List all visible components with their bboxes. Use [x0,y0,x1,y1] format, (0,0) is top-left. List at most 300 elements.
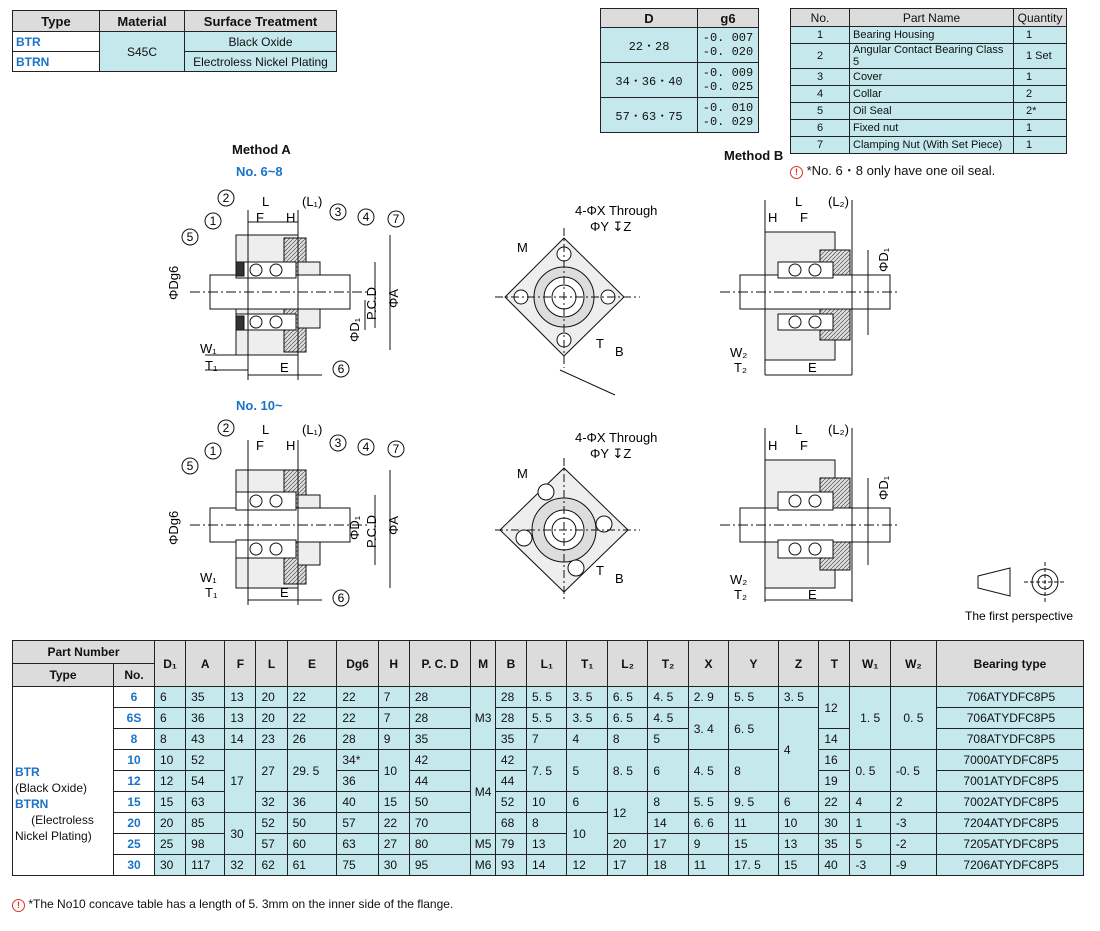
dim-l: L [262,194,270,209]
col-dg6: Dg6 [337,641,378,687]
col-y: Y [729,641,779,687]
cell-l: 52 [256,813,287,834]
cell-d1: 8 [155,729,186,750]
dim-t1: T₁ [205,358,218,373]
cell-b: 28 [495,687,526,708]
cell-h: 10 [378,750,409,792]
cell-e: 61 [287,855,337,876]
cell-l2: 12 [607,792,647,834]
cell-h: 27 [378,834,409,855]
cell-w1: 1 [850,813,890,834]
cell-bearing: 7000ATYDFC8P5 [937,750,1084,771]
dim-h: H [286,438,296,453]
cell-t: 22 [819,792,850,813]
cell-l1: 7. 5 [527,750,567,792]
cell-dg6: 28 [337,729,378,750]
cell-l2: 17 [607,855,647,876]
col-h: H [378,641,409,687]
row-no: 6 [114,687,155,708]
col-pcd: P. C. D [409,641,470,687]
cell-pcd: 70 [409,813,470,834]
cell-f: 13 [225,708,256,729]
cell-t2: 4. 5 [648,708,688,729]
svg-text:7: 7 [392,212,400,226]
cell-d1: 12 [155,771,186,792]
row-no: 25 [114,834,155,855]
cell-l1: 7 [527,729,567,750]
dim-l: L [795,194,803,209]
cell-bearing: 7204ATYDFC8P5 [937,813,1084,834]
cell-h: 15 [378,792,409,813]
svg-text:1: 1 [209,444,217,458]
cell-l1: 5. 5 [527,687,567,708]
cell-dg6: 40 [337,792,378,813]
svg-text:3: 3 [334,205,342,219]
parts-cell-no: 5 [791,103,850,120]
row-no: 6S [114,708,155,729]
cell-l1: 13 [527,834,567,855]
cell-a: 117 [186,855,225,876]
cell-t2: 4. 5 [648,687,688,708]
cell-w1: 4 [850,792,890,813]
dim-t: T [596,563,604,578]
row-no: 12 [114,771,155,792]
cell-e: 60 [287,834,337,855]
cell-b: 35 [495,729,526,750]
cell-t2: 5 [648,729,688,750]
cell-x: 2. 9 [688,687,728,708]
type-btrn: BTRN [13,52,100,72]
cell-b: 44 [495,771,526,792]
g6-d-row-2: 34・36・40 [601,63,698,98]
cell-t1: 10 [567,813,607,855]
cell-l2: 20 [607,834,647,855]
cell-bearing: 7002ATYDFC8P5 [937,792,1084,813]
cell-f: 32 [225,855,256,876]
col-a: A [186,641,225,687]
svg-text:2: 2 [222,421,230,435]
cell-l: 27 [256,750,287,792]
cell-w2: 2 [890,792,936,813]
cell-f: 30 [225,813,256,855]
cell-b: 93 [495,855,526,876]
cell-w2: -0. 5 [890,750,936,792]
col-m: M [471,641,496,687]
row-no: 20 [114,813,155,834]
g6-d-row-3: 57・63・75 [601,98,698,133]
cell-l2: 6. 5 [607,708,647,729]
cell-t2: 18 [648,855,688,876]
cell-d1: 20 [155,813,186,834]
cell-m: M3 [471,687,496,750]
header-g6: g6 [698,9,759,28]
cell-w1: 5 [850,834,890,855]
cell-x: 6. 6 [688,813,728,834]
cell-f: 13 [225,687,256,708]
svg-text:4: 4 [362,440,370,454]
cell-l1: 10 [527,792,567,813]
cell-b: 52 [495,792,526,813]
row-no: 10 [114,750,155,771]
table-footnote [12,897,453,912]
dim-m: M [517,240,528,255]
dim-a: ΦA [386,515,401,535]
col-bearing-type: Bearing type [937,641,1084,687]
svg-text:6: 6 [337,362,345,376]
svg-text:1: 1 [209,214,217,228]
dim-l2: (L₂) [828,422,849,437]
col-b: B [495,641,526,687]
row-no: 8 [114,729,155,750]
cell-w2: -2 [890,834,936,855]
treatment-black-oxide: Black Oxide [185,32,337,52]
cell-a: 36 [186,708,225,729]
cell-z: 6 [778,792,818,813]
dim-f: F [256,438,264,453]
parts-cell-name: Fixed nut [850,120,1014,137]
cell-l2: 8 [607,729,647,750]
cell-l2: 6. 5 [607,687,647,708]
col-l2: L₂ [607,641,647,687]
dim-f: F [256,210,264,225]
parts-cell-no: 7 [791,137,850,154]
dimension-table-body [13,687,1084,876]
treatment-nickel: Electroless Nickel Plating [185,52,337,72]
cell-a: 63 [186,792,225,813]
dim-t: T [596,336,604,351]
g6-upper: -0. 007 [702,31,754,45]
range-label-6-8: No. 6~8 [236,164,283,179]
cell-t: 19 [819,771,850,792]
header-material: Material [100,11,185,32]
range-label-10: No. 10~ [236,398,283,413]
cell-x: 9 [688,834,728,855]
g6-lower: -0. 029 [702,115,754,129]
cell-w2: 0. 5 [890,687,936,750]
cell-t2: 14 [648,813,688,834]
parts-cell-no: 2 [791,44,850,69]
through-label: 4-ΦX Through [575,430,658,445]
warning-icon: ! [12,899,25,912]
cell-d1: 6 [155,687,186,708]
cell-y: 17. 5 [729,855,779,876]
dim-w1: W₁ [200,570,217,585]
cell-bearing: 7206ATYDFC8P5 [937,855,1084,876]
cell-a: 52 [186,750,225,771]
counterbore-label: ΦY ↧Z [590,446,632,461]
col-w2: W₂ [890,641,936,687]
cell-pcd: 50 [409,792,470,813]
type-btrn: BTRN [15,797,49,811]
g6-lower: -0. 025 [702,80,754,94]
col-z: Z [778,641,818,687]
cell-dg6: 22 [337,687,378,708]
dim-h: H [286,210,296,225]
cell-h: 7 [378,708,409,729]
cell-pcd: 35 [409,729,470,750]
cell-l: 32 [256,792,287,813]
parts-cell-name: Angular Contact Bearing Class 5 [850,44,1014,69]
parts-cell-no: 4 [791,86,850,103]
dim-d1: ΦD₁ [876,247,891,272]
dim-pcd: P.C.D [364,287,379,320]
col-d1: D₁ [155,641,186,687]
dim-l2: (L₂) [828,194,849,209]
cell-e: 50 [287,813,337,834]
cell-l: 20 [256,708,287,729]
row-no: 15 [114,792,155,813]
dim-w1: W₁ [200,341,217,356]
perspective-label: The first perspective [965,609,1074,623]
cell-a: 43 [186,729,225,750]
cell-t1: 4 [567,729,607,750]
footnote-text: *The No10 concave table has a length of 5. 3mm on the inner side of the flange. [28,897,454,911]
cell-x: 11 [688,855,728,876]
cell-h: 9 [378,729,409,750]
warning-icon: ! [790,166,803,179]
dim-dg6: ΦDg6 [166,265,181,300]
parts-cell-name: Collar [850,86,1014,103]
cell-x: 5. 5 [688,792,728,813]
cell-pcd: 42 [409,750,470,771]
col-e: E [287,641,337,687]
cell-z: 3. 5 [778,687,818,708]
parts-note-text: *No. 6・8 only have one oil seal. [806,163,996,178]
cell-l: 23 [256,729,287,750]
svg-text:4: 4 [362,210,370,224]
type-btr: BTR [15,765,40,779]
col-t2: T₂ [648,641,688,687]
parts-cell-no: 1 [791,27,850,44]
cell-m: M4 [471,750,496,834]
cell-w2: -3 [890,813,936,834]
cell-bearing: 706ATYDFC8P5 [937,687,1084,708]
cell-t1: 6 [567,792,607,813]
dim-e: E [280,360,289,375]
counterbore-label: ΦY ↧Z [590,219,632,234]
header-no: No. [114,664,155,687]
cell-bearing: 706ATYDFC8P5 [937,708,1084,729]
dim-l: L [262,422,270,437]
dim-e: E [808,587,817,602]
dim-b: B [615,344,624,359]
cell-e: 22 [287,687,337,708]
cell-a: 85 [186,813,225,834]
parts-cell-no: 3 [791,69,850,86]
dim-t1: T₁ [205,585,218,600]
cell-w2: -9 [890,855,936,876]
cell-z: 13 [778,834,818,855]
col-l1: L₁ [527,641,567,687]
dimension-table [12,640,1084,876]
cell-l1: 8 [527,813,567,834]
parts-cell-qty: 1 [1014,137,1067,154]
dim-h: H [768,210,778,225]
cell-t2: 8 [648,792,688,813]
parts-cell-name: Oil Seal [850,103,1014,120]
header-part-name: Part Name [850,9,1014,27]
col-t: T [819,641,850,687]
cell-l: 62 [256,855,287,876]
cell-d1: 30 [155,855,186,876]
cell-t: 14 [819,729,850,750]
svg-text:6: 6 [337,591,345,605]
cell-t1: 5 [567,750,607,792]
type-btrn-desc-2: Nickel Plating) [15,829,92,843]
cell-bearing: 7205ATYDFC8P5 [937,834,1084,855]
svg-text:5: 5 [186,230,194,244]
type-btrn-desc-1: (Electroless [31,813,94,827]
cell-m: M5 [471,834,496,855]
cell-z: 10 [778,813,818,834]
through-label: 4-ΦX Through [575,203,658,218]
parts-cell-qty: 1 [1014,27,1067,44]
cell-x: 3. 4 [688,708,728,750]
cell-e: 29. 5 [287,750,337,792]
method-b-label: Method B [724,148,784,163]
g6-lower: -0. 020 [702,45,754,59]
cell-y: 15 [729,834,779,855]
cell-z: 15 [778,855,818,876]
cell-dg6: 63 [337,834,378,855]
cell-b: 42 [495,750,526,771]
cell-y: 8 [729,750,779,792]
cell-t: 16 [819,750,850,771]
cell-pcd: 28 [409,708,470,729]
col-f: F [225,641,256,687]
material-value: S45C [100,32,185,72]
parts-cell-name: Cover [850,69,1014,86]
cell-t: 30 [819,813,850,834]
col-x: X [688,641,728,687]
cell-b: 79 [495,834,526,855]
parts-cell-qty: 1 Set [1014,44,1067,69]
cell-dg6: 75 [337,855,378,876]
dim-e: E [280,585,289,600]
cell-d1: 25 [155,834,186,855]
cell-d1: 15 [155,792,186,813]
parts-cell-qty: 1 [1014,120,1067,137]
dim-w2: W₂ [730,345,748,360]
dim-t2: T₂ [734,587,747,602]
dim-l1: (L₁) [302,422,323,437]
col-l: L [256,641,287,687]
cell-e: 22 [287,708,337,729]
cell-dg6: 22 [337,708,378,729]
first-angle-projection-icon [978,562,1066,602]
type-btr-desc: (Black Oxide) [15,781,88,795]
cell-t1: 3. 5 [567,708,607,729]
cell-pcd: 80 [409,834,470,855]
cell-w1: 1. 5 [850,687,890,750]
row-no: 30 [114,855,155,876]
header-d: D [601,9,698,28]
cell-d1: 10 [155,750,186,771]
dim-d1: ΦD₁ [347,515,362,540]
cell-h: 22 [378,813,409,834]
cell-w1: -3 [850,855,890,876]
svg-text:5: 5 [186,459,194,473]
method-a-label: Method A [232,142,291,157]
cell-m: M6 [471,855,496,876]
dim-b: B [615,571,624,586]
cell-pcd: 95 [409,855,470,876]
dim-e: E [808,360,817,375]
g6-upper: -0. 010 [702,101,754,115]
parts-cell-qty: 2* [1014,103,1067,120]
dim-t2: T₂ [734,360,747,375]
parts-cell-qty: 2 [1014,86,1067,103]
cell-bearing: 708ATYDFC8P5 [937,729,1084,750]
svg-text:7: 7 [392,442,400,456]
g6-upper: -0. 009 [702,66,754,80]
type-cell [13,687,114,876]
svg-text:3: 3 [334,436,342,450]
dim-pcd: P.C.D [364,515,379,548]
cell-e: 36 [287,792,337,813]
dim-h: H [768,438,778,453]
cell-t: 12 [819,687,850,729]
parts-cell-no: 6 [791,120,850,137]
cell-t2: 17 [648,834,688,855]
cell-y: 9. 5 [729,792,779,813]
cell-t: 35 [819,834,850,855]
g6-d-row-1: 22・28 [601,28,698,63]
cell-y: 5. 5 [729,687,779,708]
cell-pcd: 44 [409,771,470,792]
cell-w1: 0. 5 [850,750,890,792]
dim-d1: ΦD₁ [876,475,891,500]
col-w1: W₁ [850,641,890,687]
cell-z: 4 [778,708,818,792]
dim-m: M [517,466,528,481]
cell-t1: 3. 5 [567,687,607,708]
cell-l: 57 [256,834,287,855]
dim-l1: (L₁) [302,194,323,209]
dim-w2: W₂ [730,572,748,587]
cell-a: 98 [186,834,225,855]
cell-t2: 6 [648,750,688,792]
cell-x: 4. 5 [688,750,728,792]
dim-f: F [800,210,808,225]
parts-cell-name: Bearing Housing [850,27,1014,44]
cell-dg6: 57 [337,813,378,834]
header-quantity: Quantity [1014,9,1067,27]
cell-a: 54 [186,771,225,792]
cell-f: 14 [225,729,256,750]
parts-cell-qty: 1 [1014,69,1067,86]
cell-a: 35 [186,687,225,708]
cell-d1: 6 [155,708,186,729]
cell-e: 26 [287,729,337,750]
cell-y: 11 [729,813,779,834]
dim-d1: ΦD₁ [347,317,362,342]
cell-dg6: 36 [337,771,378,792]
cell-t1: 12 [567,855,607,876]
cell-h: 7 [378,687,409,708]
header-type: Type [13,664,114,687]
cell-l1: 5. 5 [527,708,567,729]
parts-cell-name: Clamping Nut (With Set Piece) [850,137,1014,154]
side-view-a-small [190,210,390,380]
cell-b: 68 [495,813,526,834]
type-btr: BTR [13,32,100,52]
cell-pcd: 28 [409,687,470,708]
svg-text:2: 2 [222,191,230,205]
header-type: Type [13,11,100,32]
dim-l: L [795,422,803,437]
header-surface-treatment: Surface Treatment [185,11,337,32]
